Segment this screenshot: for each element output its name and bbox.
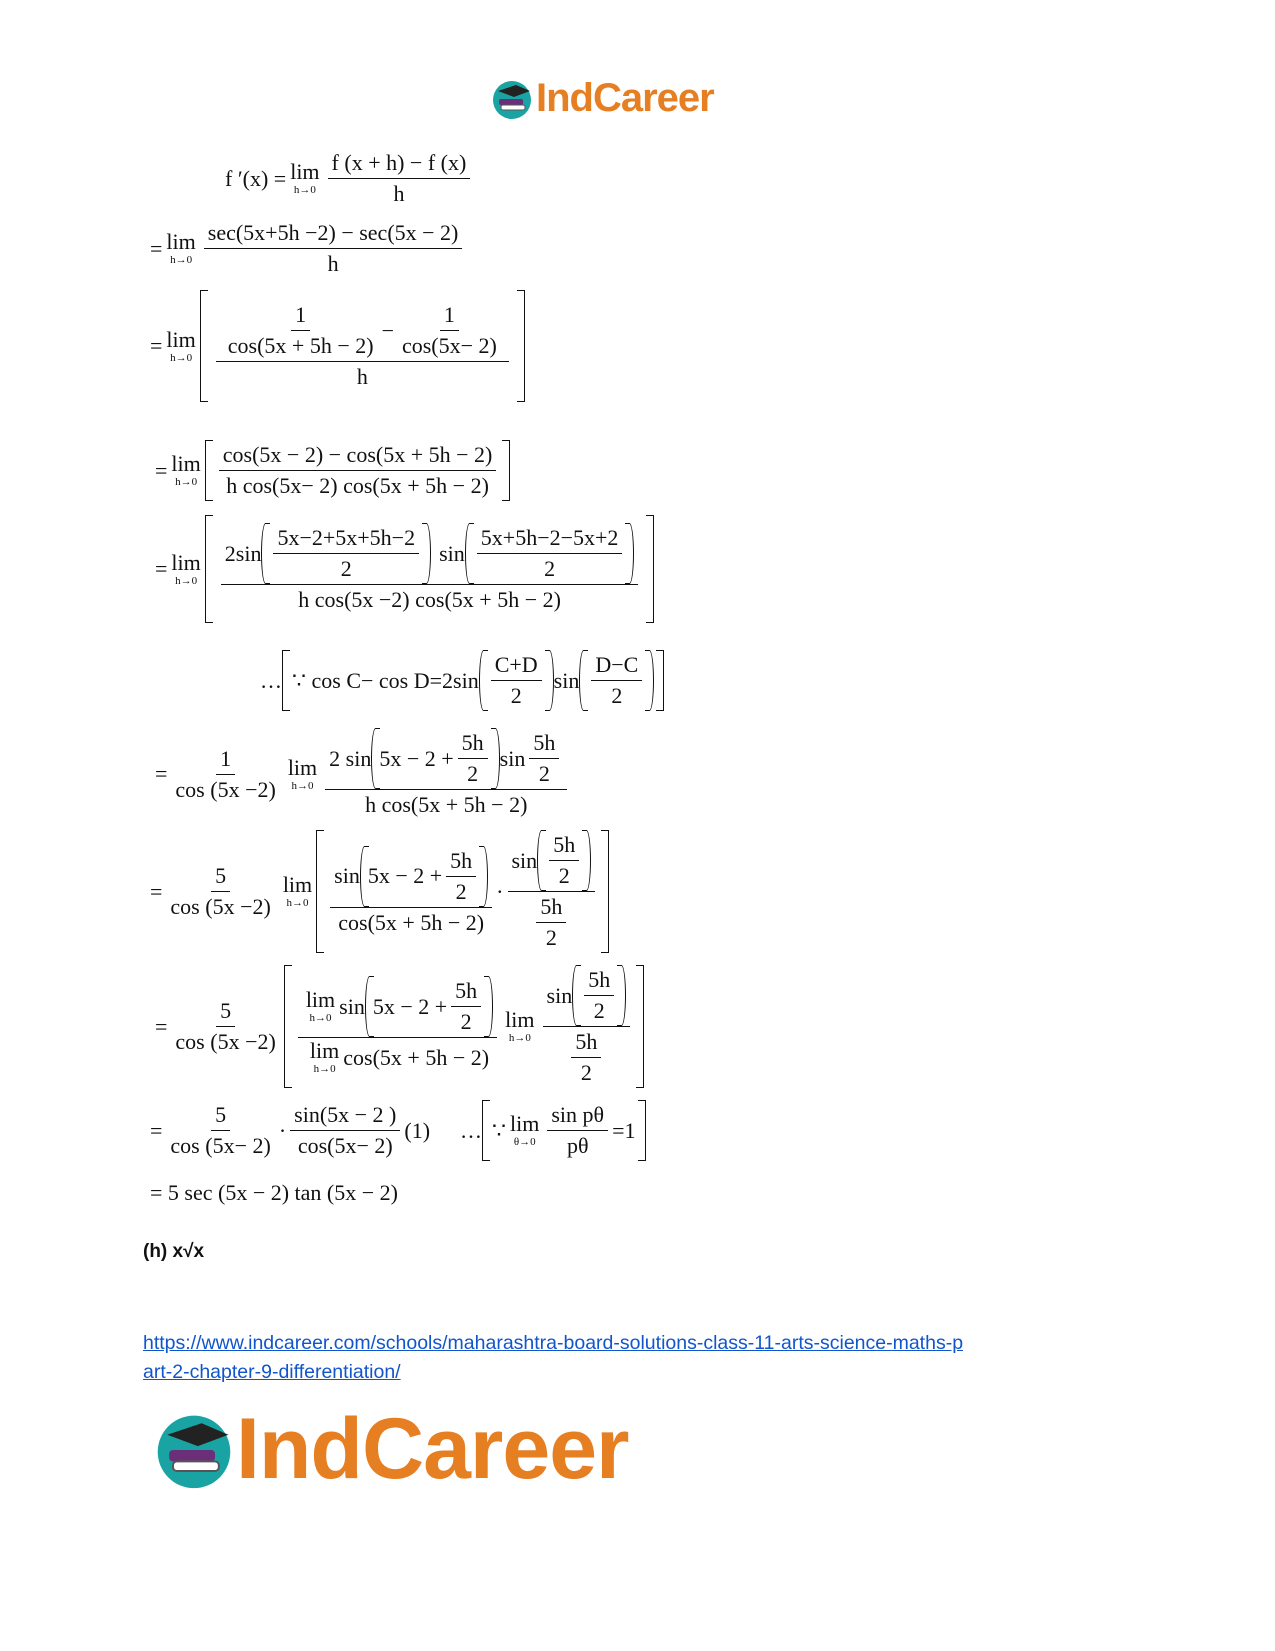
math-token: ·	[496, 878, 504, 904]
bracket-group	[282, 650, 664, 711]
math-token: −	[381, 317, 394, 343]
math-token: sin	[499, 745, 526, 771]
math-token: cos(5x + 5h − 2)	[338, 909, 485, 935]
math-token: ·	[278, 1117, 287, 1143]
math-token: lim	[510, 1111, 540, 1136]
math-line-2	[150, 220, 466, 277]
footer-logo	[152, 1400, 629, 1499]
math-token: cos (5x −2)	[175, 776, 276, 802]
math-reason-1	[260, 650, 664, 711]
math-token	[543, 967, 631, 1086]
math-token: 2	[593, 998, 605, 1023]
math-token	[298, 978, 497, 1038]
lim-symbol	[171, 453, 200, 488]
math-token	[365, 978, 493, 1035]
math-token	[219, 442, 497, 499]
math-token: 1	[216, 746, 235, 775]
bracket-group	[316, 830, 609, 953]
math-token: …	[460, 1117, 483, 1143]
math-token: cos (5x −2)	[175, 1029, 276, 1054]
math-token: =	[150, 1117, 163, 1143]
math-token: sin	[546, 982, 573, 1008]
math-token	[571, 1029, 601, 1086]
math-token	[549, 832, 579, 889]
math-token: =	[150, 333, 163, 358]
solution-math	[145, 150, 765, 1230]
math-line-8	[155, 965, 644, 1088]
math-token	[171, 998, 279, 1055]
math-token: 5h	[458, 730, 488, 759]
math-token	[563, 1027, 609, 1086]
math-token	[306, 989, 335, 1024]
math-token: lim	[166, 229, 196, 254]
math-token: cos (5x −2)	[170, 894, 271, 919]
math-token	[398, 302, 501, 359]
math-token	[171, 746, 279, 803]
math-token: h	[393, 181, 405, 206]
math-token: cos(5x− 2)	[297, 1133, 393, 1158]
math-token	[273, 525, 419, 582]
math-token	[221, 525, 639, 585]
math-token	[261, 525, 431, 582]
math-token	[360, 848, 488, 905]
math-token: 2	[460, 1009, 472, 1034]
bracket-group	[205, 440, 511, 501]
math-token	[166, 863, 274, 920]
math-token: cos(5x + 5h − 2)	[227, 333, 374, 358]
bracket-group	[284, 965, 644, 1088]
math-token: h→0	[291, 779, 314, 792]
lim-symbol	[287, 754, 318, 792]
math-token	[537, 832, 591, 889]
math-token	[451, 978, 481, 1035]
math-token: lim	[171, 451, 201, 476]
link-line-1: https://www.indcareer.com/schools/maharashtra-board-solutions-class-11-arts-science-maths-p	[143, 1332, 964, 1354]
source-link[interactable]	[143, 1329, 1073, 1387]
math-token: =	[150, 878, 163, 904]
math-token	[572, 967, 626, 1024]
math-token: = 5 sec (5x − 2) tan (5x − 2)	[150, 1180, 398, 1205]
math-token	[446, 848, 476, 905]
math-token: 2	[544, 556, 556, 581]
math-token: sin	[511, 847, 538, 873]
math-token	[536, 894, 566, 951]
math-token: lim	[290, 159, 320, 184]
logo-text: IndCareer	[536, 76, 714, 120]
math-token: cos(5x − 2) − cos(5x + 5h − 2)	[219, 442, 497, 471]
math-token: h cos(5x −2) cos(5x + 5h − 2)	[298, 587, 561, 612]
math-text: f ′(x) =	[225, 165, 287, 191]
fraction	[204, 220, 463, 277]
math-token	[528, 892, 574, 951]
math-line-4	[155, 440, 510, 501]
math-token	[508, 832, 596, 951]
math-token: 2	[340, 556, 352, 581]
math-token: 5x − 2 +	[372, 993, 448, 1019]
math-token: 5x+5h−2−5x+2	[477, 525, 623, 554]
math-token	[508, 832, 596, 892]
bracket-group	[482, 1100, 645, 1161]
math-token: C+D	[491, 652, 542, 681]
math-token: 2 sin	[329, 745, 372, 771]
math-line-5	[155, 515, 654, 623]
math-token: 1	[440, 302, 459, 331]
math-token	[579, 652, 654, 709]
header-logo	[490, 76, 714, 121]
fraction	[328, 150, 471, 207]
math-token	[510, 1113, 539, 1148]
math-token: lim	[171, 549, 201, 575]
math-token: 2	[545, 925, 557, 950]
math-line-3	[150, 290, 525, 402]
math-token	[325, 730, 567, 790]
math-token: =1	[612, 1117, 636, 1143]
math-token: 2	[558, 863, 570, 888]
math-token: h	[327, 251, 339, 276]
math-token	[330, 848, 492, 936]
math-line-1	[225, 150, 474, 207]
math-token: 5h	[446, 848, 476, 877]
math-token: lim	[282, 872, 313, 897]
lim-symbol	[171, 549, 201, 587]
math-token: ∵ cos C− cos D=2sin	[292, 667, 479, 693]
lim-symbol	[166, 231, 195, 266]
math-line-6	[155, 730, 571, 818]
math-token: lim	[305, 987, 336, 1012]
graduation-cap-icon	[152, 1408, 236, 1492]
math-token: 2	[510, 683, 522, 708]
math-token: lim	[309, 1038, 340, 1063]
math-token: 5	[211, 1102, 230, 1131]
math-token	[298, 978, 497, 1075]
math-token: h→0	[293, 184, 316, 196]
math-token: θ→0	[513, 1136, 536, 1148]
math-token: 2	[455, 878, 467, 904]
math-token	[216, 302, 509, 362]
math-token	[330, 848, 492, 908]
math-token: sin	[439, 540, 465, 566]
math-token: f (x + h) − f (x)	[328, 150, 471, 179]
math-token	[325, 730, 567, 818]
math-token: 2	[611, 683, 623, 708]
math-token: h→0	[309, 1012, 332, 1024]
math-token: (1)	[404, 1117, 431, 1143]
math-token	[224, 302, 378, 359]
math-token	[458, 730, 488, 787]
math-token	[591, 652, 642, 709]
math-token: =	[155, 457, 168, 483]
math-token: sin	[553, 667, 580, 693]
math-token: h→0	[170, 254, 193, 266]
math-token: 5h	[451, 978, 481, 1007]
math-token: h→0	[313, 1063, 336, 1075]
math-token: 2	[467, 761, 479, 786]
math-token	[547, 1102, 608, 1159]
math-token: 1	[291, 302, 310, 331]
bracket-group	[200, 290, 525, 402]
math-token: h→0	[175, 476, 198, 488]
math-token	[371, 730, 499, 787]
math-token	[479, 652, 554, 709]
bracket-group	[205, 515, 655, 623]
math-token	[505, 1009, 534, 1044]
math-token	[529, 730, 559, 787]
math-result	[150, 1180, 398, 1206]
math-token: lim	[166, 326, 196, 352]
math-token: =	[155, 1013, 168, 1039]
math-token	[221, 525, 639, 613]
lim-symbol	[166, 326, 196, 364]
math-token: sin(5x − 2 )	[290, 1102, 400, 1131]
math-token: =	[155, 761, 168, 786]
math-token: 5h	[549, 832, 579, 861]
math-token	[477, 525, 623, 582]
math-token: 5h	[584, 967, 614, 996]
math-token: lim	[287, 754, 318, 780]
math-token: h→0	[286, 897, 309, 909]
math-token	[290, 1102, 400, 1159]
lim-symbol	[290, 161, 319, 196]
math-token: cos(5x + 5h − 2)	[343, 1044, 490, 1070]
math-token: =	[150, 235, 163, 261]
math-token: 2sin	[224, 540, 262, 566]
graduation-cap-icon	[490, 77, 534, 121]
math-token	[310, 1040, 339, 1075]
math-token: 5x − 2 +	[367, 863, 443, 888]
math-line-9	[150, 1100, 646, 1161]
math-token: 5h	[571, 1029, 601, 1058]
math-token: 5h	[536, 894, 566, 923]
section-heading: (h) x√x	[143, 1241, 205, 1262]
math-token	[166, 1102, 274, 1159]
math-token: h	[356, 364, 368, 389]
lim-symbol	[283, 874, 312, 909]
math-token: 5h	[529, 730, 559, 759]
math-token: cos (5x− 2)	[170, 1133, 271, 1158]
math-token: h→0	[175, 574, 198, 587]
math-token: cos(5x− 2)	[401, 333, 497, 358]
math-token: pθ	[566, 1133, 589, 1158]
math-line-7	[150, 830, 609, 953]
math-token	[465, 525, 635, 582]
math-token: 5	[211, 863, 230, 892]
math-token: D−C	[591, 652, 642, 681]
math-token: ∵	[492, 1117, 507, 1143]
math-token	[491, 652, 542, 709]
math-token: h→0	[170, 351, 193, 364]
math-token: sec(5x+5h −2) − sec(5x − 2)	[204, 220, 463, 249]
link-line-2: art-2-chapter-9-differentiation/	[143, 1361, 401, 1383]
math-token: sin	[334, 863, 360, 888]
math-token: h→0	[508, 1032, 531, 1044]
math-token: 5x − 2 +	[379, 745, 454, 771]
math-token: h cos(5x− 2) cos(5x + 5h − 2)	[226, 473, 489, 498]
logo-text: IndCareer	[236, 1401, 629, 1497]
math-token	[543, 967, 631, 1027]
math-token: lim	[505, 1007, 535, 1032]
math-token: sin pθ	[547, 1102, 608, 1131]
math-token	[584, 967, 614, 1024]
math-token: h cos(5x + 5h − 2)	[365, 792, 528, 817]
math-token	[302, 1038, 493, 1075]
math-token: sin	[339, 993, 365, 1019]
fraction	[216, 302, 509, 390]
math-token: 5	[216, 998, 235, 1027]
math-token: …	[260, 667, 282, 693]
math-token: 5x−2+5x+5h−2	[273, 525, 419, 554]
math-token: 2	[580, 1060, 592, 1085]
math-token: =	[155, 556, 168, 581]
math-token: 2	[538, 761, 550, 786]
